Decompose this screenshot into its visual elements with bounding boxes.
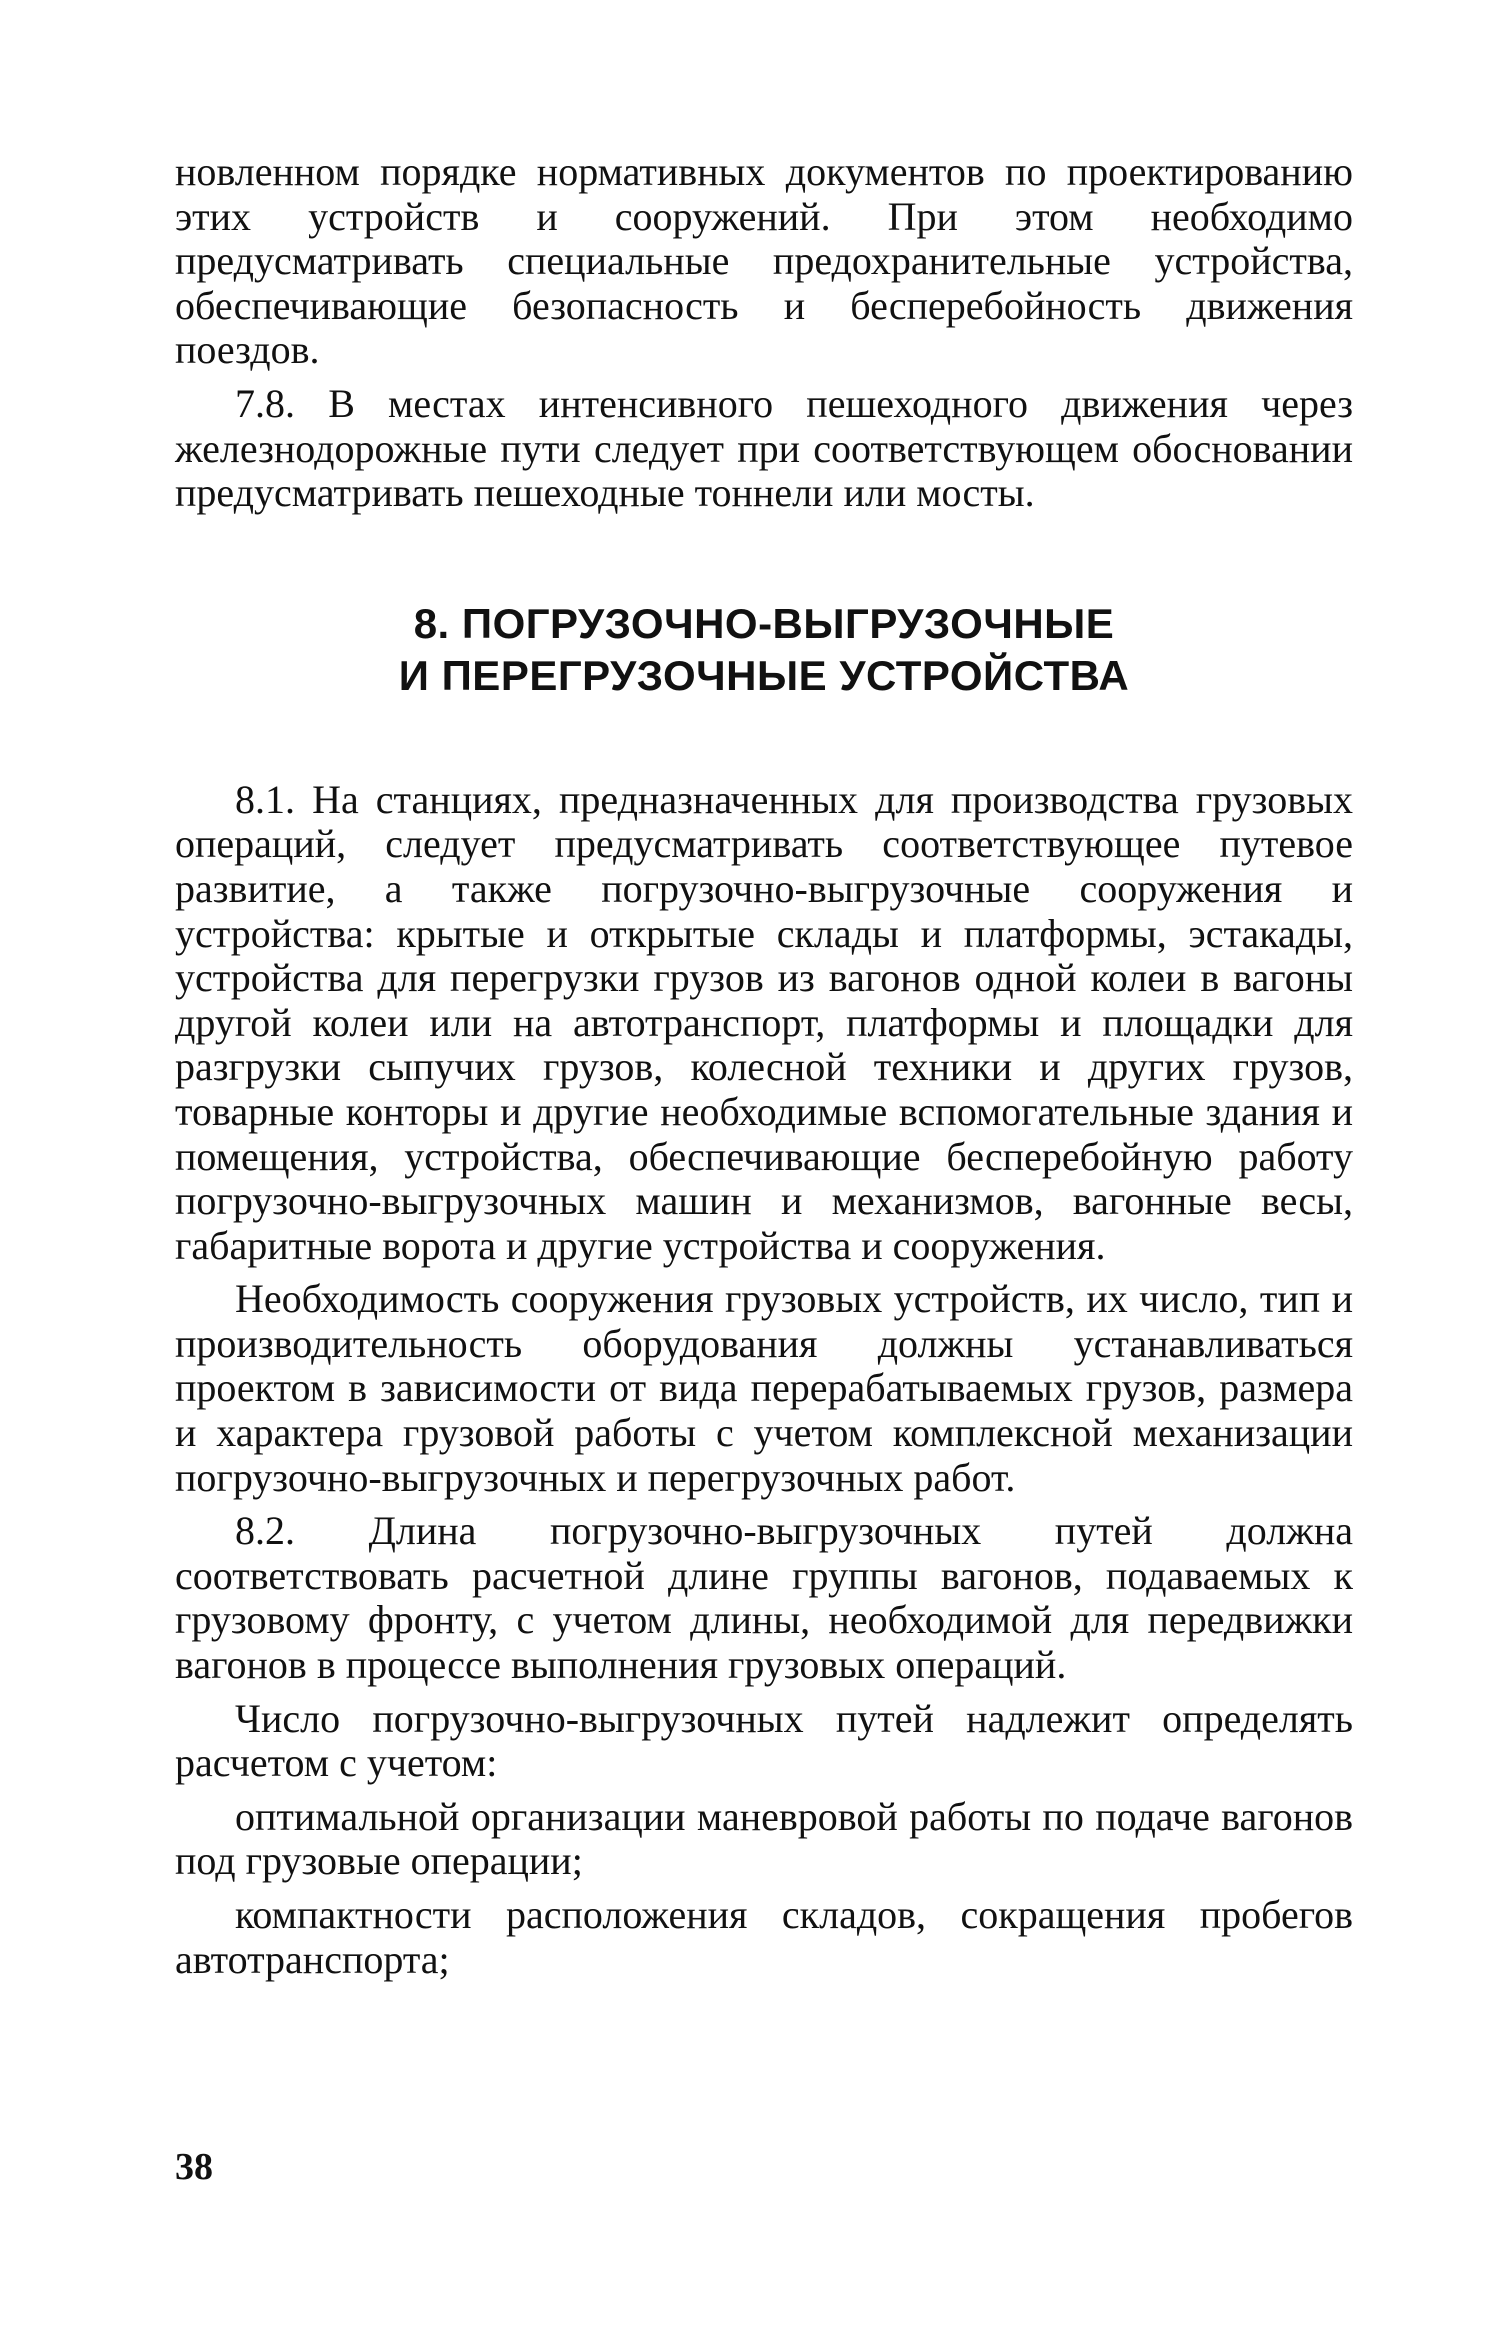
paragraph-8-2: 8.2. Длина погрузочно-выгрузочных путей должна соответствовать расчетной длине группы вагонов, подаваемых к грузовому фронту, с учетом длины, необходимой для передвижки вагонов в процессе выполнения грузовых операций.	[175, 1508, 1353, 1688]
list-item-compactness: компактности расположения складов, сокращения пробегов автотранспорта;	[175, 1892, 1353, 1982]
list-item-shunting: оптимальной организации маневровой работы по подаче вагонов под грузовые операции;	[175, 1793, 1353, 1884]
section-heading	[175, 598, 1353, 702]
paragraph-necessity: Необходимость сооружения грузовых устройств, их число, тип и производительность оборудования должны устанавливаться проектом в зависимости от вида перерабатываемых грузов, размера и характера грузовой работы с учетом комплексной механизации погрузочно-выгрузочных и перегрузочных работ.	[175, 1276, 1353, 1500]
section-heading-line-2: И ПЕРЕГРУЗОЧНЫЕ УСТРОЙСТВА	[398, 651, 1130, 699]
paragraph-track-count: Число погрузочно-выгрузочных путей надлежит определять расчетом с учетом:	[175, 1695, 1353, 1786]
page-number: 38	[175, 2146, 213, 2188]
section-heading-line-1: 8. ПОГРУЗОЧНО-ВЫГРУЗОЧНЫЕ	[413, 599, 1115, 647]
paragraph-continuation: новленном порядке нормативных документов по проектированию этих устройств и сооружений. При этом необходимо предусматривать специальные предохранительные устройства, обеспечивающие безопасность и бесперебойность движения поездов.	[175, 149, 1353, 373]
paragraph-7-8: 7.8. В местах интенсивного пешеходного движения через железнодорожные пути следует при соответствующем обосновании предусматривать пешеходные тоннели или мосты.	[175, 380, 1353, 516]
document-page	[175, 150, 1353, 1991]
paragraph-8-1: 8.1. На станциях, предназначенных для производства грузовых операций, следует предусматривать соответствующее путевое развитие, а также погрузочно-выгрузочные сооружения и устройства: крытые и открытые склады и платформы, эстакады, устройства для перегрузки грузов из вагонов одной колеи в вагоны другой колеи или на автотранспорт, платформы и площадки для разгрузки сыпучих грузов, колесной техники и других грузов, товарные конторы и другие необходимые вспомогательные здания и помещения, устройства, обеспечивающие бесперебойную работу погрузочно-выгрузочных машин и механизмов, вагонные весы, габаритные ворота и другие устройства и сооружения.	[175, 776, 1353, 1268]
